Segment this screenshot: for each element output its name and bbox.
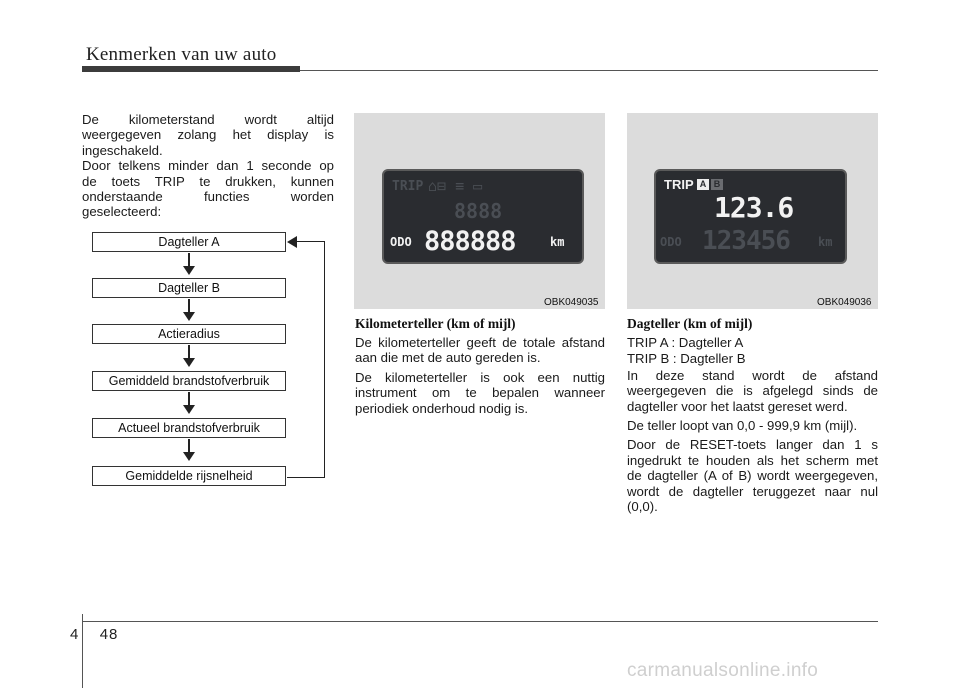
text-line: instrument om te bepalen wanneer (355, 385, 605, 401)
lcd-ghost-segments: ⌂⊟ ≡ ▭ (428, 177, 483, 195)
intro-line: onderstaande functies worden (82, 189, 334, 205)
figure-code: OBK049036 (817, 297, 872, 308)
intro-line: de toets TRIP te drukken, kunnen (82, 173, 334, 189)
intro-line: De kilometerstand wordt altijd (82, 112, 334, 127)
lcd-ghost-digits: 8888 (454, 199, 503, 223)
text-line: periodiek onderhoud nodig is. (355, 400, 529, 416)
flow-arrow-head (183, 266, 195, 275)
watermark-text: carmanualsonline.info (627, 660, 819, 681)
footer-rule (82, 621, 878, 622)
text-line: ingedrukt te houden als het scherm met (627, 452, 878, 468)
text-line: In deze stand wordt de afstand (627, 367, 878, 383)
trip-value: 123.6 (714, 191, 794, 224)
flow-arrow-head (183, 358, 195, 367)
page-number (70, 626, 118, 643)
lcd-display (382, 169, 584, 264)
flow-loop-line (296, 241, 325, 242)
odo-label-dim: ODO (660, 235, 682, 249)
section-heading: Kilometerteller (km of mijl) (355, 316, 516, 331)
section-paragraph (355, 370, 605, 416)
odo-unit-dim: km (818, 235, 833, 249)
range-line: De teller loopt van 0,0 - 999,9 km (mijl). (627, 418, 858, 434)
intro-line: weergegeven zolang het display is (82, 127, 334, 143)
page-number-value: 48 (99, 626, 119, 643)
trip-section (627, 316, 878, 514)
header-rule (300, 70, 878, 71)
flow-box-rijsnelheid: Gemiddelde rijsnelheid (92, 466, 286, 486)
chapter-number: 4 (70, 626, 80, 643)
intro-line: geselecteerd: (82, 204, 162, 220)
header-bar (82, 66, 300, 72)
page-header-title: Kenmerken van uw auto (86, 44, 277, 65)
intro-paragraph (82, 112, 334, 220)
figure-code: OBK049035 (544, 297, 599, 308)
flow-box-dagteller-b: Dagteller B (92, 278, 286, 298)
flow-loop-arrow-head (287, 236, 297, 248)
odo-unit: km (550, 235, 565, 249)
odometer-section (355, 316, 605, 416)
flow-loop-line (324, 241, 325, 478)
trip-label: TRIP (664, 177, 694, 192)
flow-box-dagteller-a: Dagteller A (92, 232, 286, 252)
text-line: de dagteller (A of B) wordt weergegeven, (627, 468, 878, 484)
flow-box-actieradius: Actieradius (92, 324, 286, 344)
lcd-display (654, 169, 847, 264)
flow-loop-line (287, 477, 325, 478)
lcd-ghost-trip: TRIP (392, 179, 424, 194)
odo-digits-dim: 123456 (702, 226, 790, 256)
odo-digits: 888888 (424, 226, 516, 257)
flow-box-gemiddeld-verbruik: Gemiddeld brandstofverbruik (92, 371, 286, 391)
flow-arrow-head (183, 312, 195, 321)
figure-odometer (354, 113, 605, 309)
trip-a-line: TRIP A : Dagteller A (627, 335, 744, 350)
section-paragraph (627, 368, 878, 414)
flow-arrow-head (183, 405, 195, 414)
figure-tripmeter (627, 113, 878, 309)
flow-box-actueel-verbruik: Actueel brandstofverbruik (92, 418, 286, 438)
trip-b-line: TRIP B : Dagteller B (627, 351, 746, 367)
section-paragraph (355, 335, 605, 366)
flow-arrow-head (183, 452, 195, 461)
intro-line: Door telkens minder dan 1 seconde op (82, 158, 334, 174)
text-line: weergegeven die is afgelegd sinds de (627, 383, 878, 399)
text-line: wordt de dagteller teruggezet naar nul (627, 483, 878, 499)
text-line: De kilometerteller is ook een nuttig (355, 369, 605, 385)
odo-label: ODO (390, 235, 412, 249)
text-line: Door de RESET-toets langer dan 1 s (627, 437, 878, 453)
text-line: aan die met de auto gereden is. (355, 350, 541, 366)
text-line: dagteller voor het laatst gereset werd. (627, 398, 848, 414)
text-line: De kilometerteller geeft de totale afstand (355, 335, 605, 350)
section-heading: Dagteller (km of mijl) (627, 316, 753, 331)
trip-badge-a: A (697, 179, 709, 190)
text-line: (0,0). (627, 499, 658, 515)
trip-badge-b: B (711, 179, 723, 190)
intro-line: ingeschakeld. (82, 142, 163, 158)
section-paragraph (627, 437, 878, 514)
